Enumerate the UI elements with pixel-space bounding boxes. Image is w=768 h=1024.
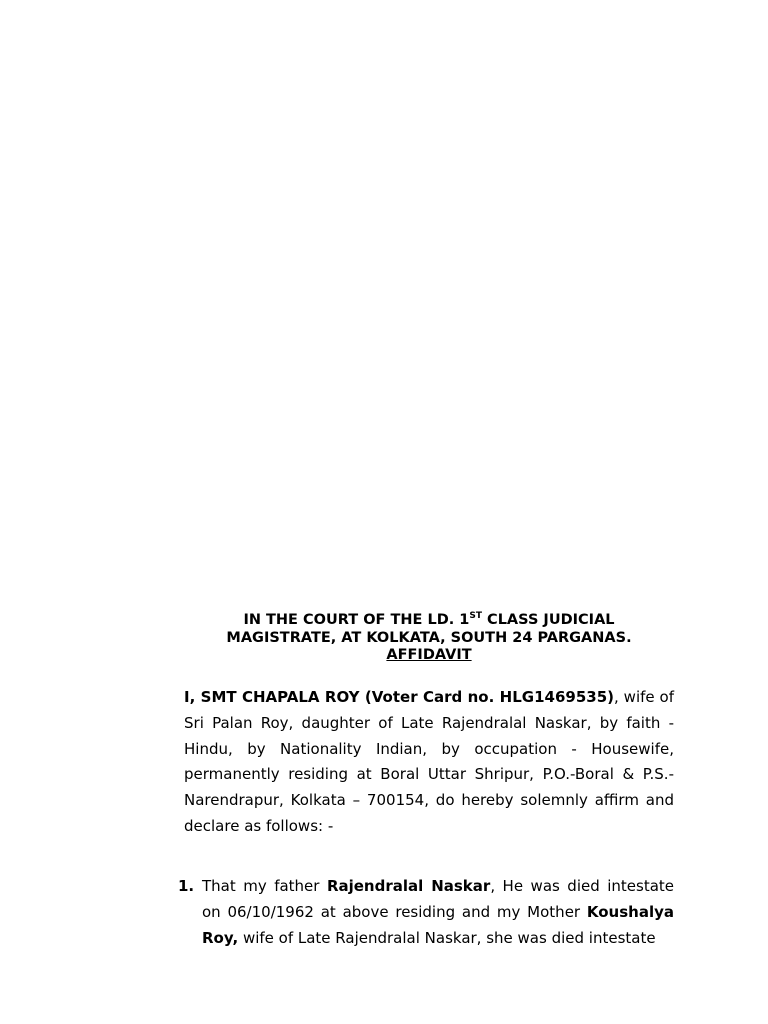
father-name: Rajendralal Naskar	[326, 877, 491, 895]
heading-line-1: IN THE COURT OF THE LD. 1ST CLASS JUDICIAL	[243, 611, 615, 628]
court-heading	[184, 612, 674, 665]
affidavit-points	[178, 874, 674, 951]
heading-line-2: MAGISTRATE, AT KOLKATA, SOUTH 24 PARGANAS.	[226, 629, 632, 646]
point-number: 1.	[178, 877, 195, 895]
deponent-paragraph	[184, 685, 674, 840]
affidavit-point-1: 1. That my father Rajendralal Naskar, He was died intestate on 06/10/1962 at above residing and my Mother Koushalya Roy, wife of Late Rajendralal Naskar, she was died intestate	[178, 874, 674, 951]
document-title: AFFIDAVIT	[386, 647, 472, 663]
deponent-details: , wife of Sri Palan Roy, daughter of Late Rajendralal Naskar, by faith - Hindu, by Nationality Indian, by occupation - Housewife, permanently residing at Boral Uttar Shripur, P.O.-Boral & P.S.-Narendrapur, Kolkata – 700154, do hereby solemnly affirm and declare as follows: -	[184, 688, 674, 835]
ordinal-superscript: ST	[469, 611, 482, 621]
mother-name: Koushalya Roy,	[202, 902, 674, 947]
deponent-identity: I, SMT CHAPALA ROY (Voter Card no. HLG1469535)	[184, 688, 614, 706]
